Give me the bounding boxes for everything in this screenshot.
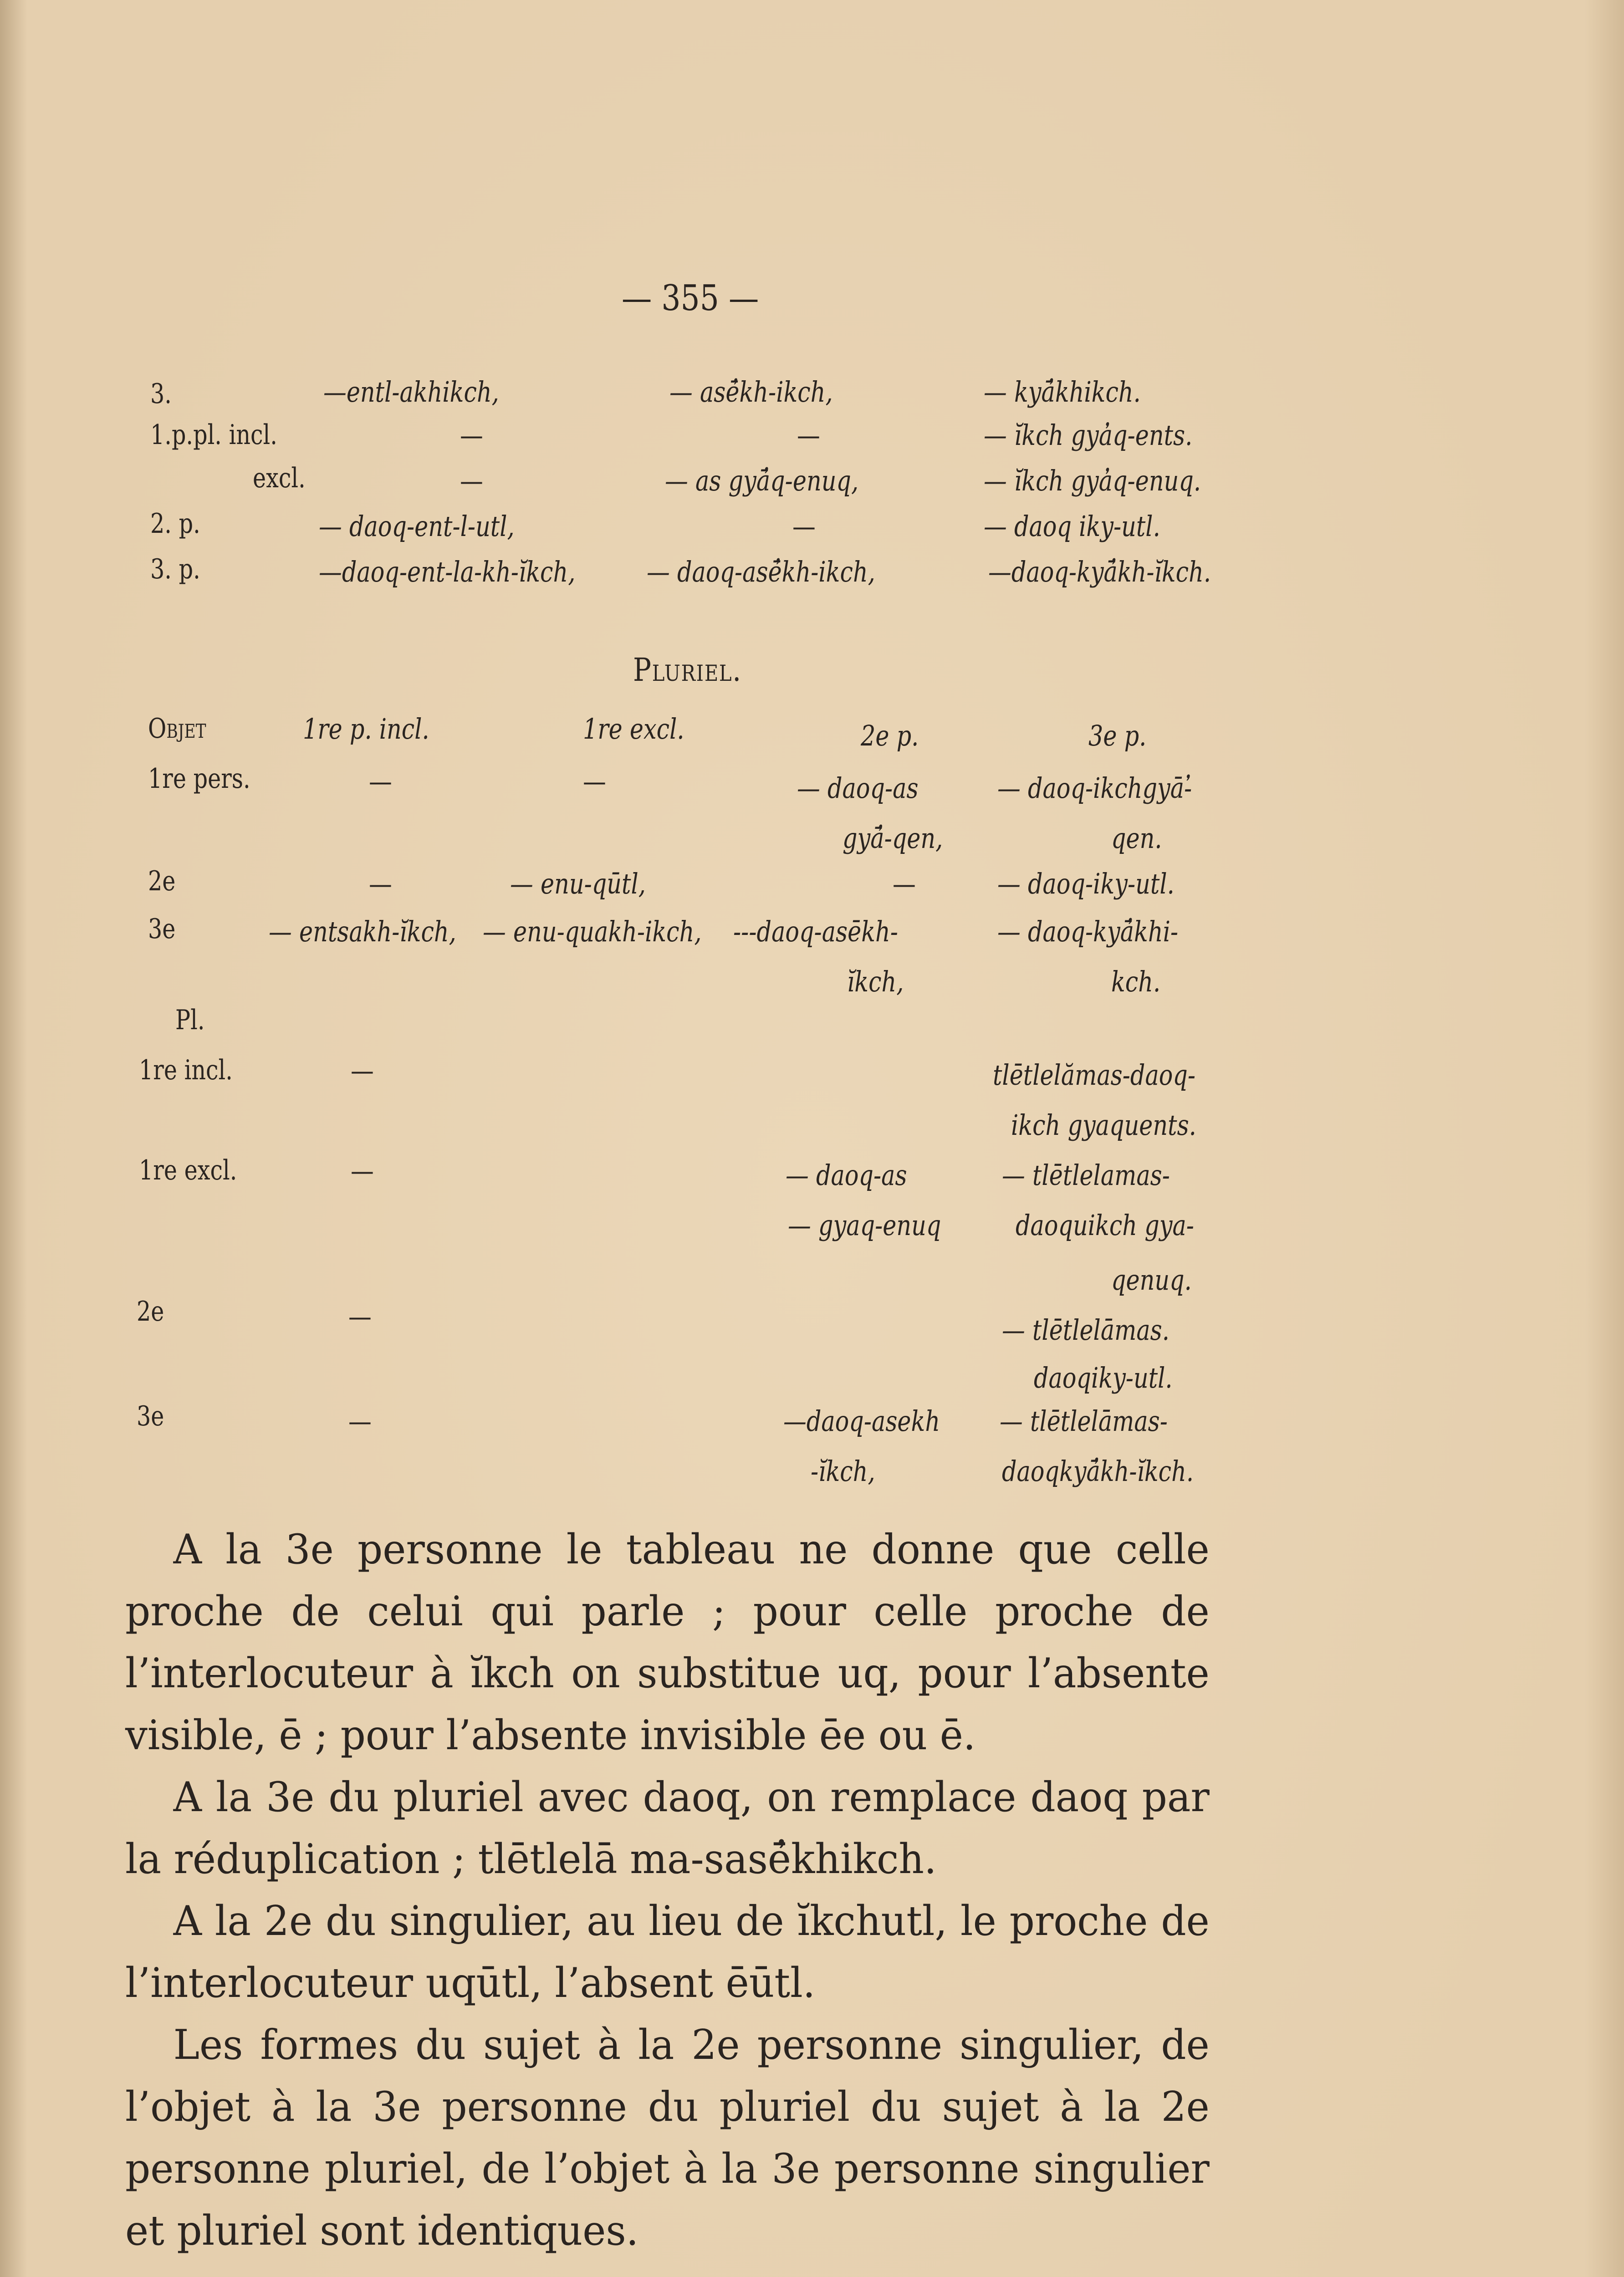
table-cell: — ĭkch gya̓q-enuq.: [984, 464, 1201, 497]
table-cell: -ĭkch,: [811, 1455, 875, 1488]
table-cell: daoqiky-utl.: [1034, 1361, 1173, 1394]
table-cell: — daoq iky-utl.: [984, 510, 1160, 543]
table-cell: —: [893, 867, 916, 900]
page-number: — 355 —: [622, 278, 759, 319]
table-cell: — kyā̓khikch.: [984, 375, 1141, 408]
section-heading: Pluriel.: [633, 651, 742, 689]
table-cell: — daoq-as: [786, 1159, 907, 1192]
paragraph: A la 3e du pluriel avec daoq, on remplace daoq par la réduplication ; tlētlelā ma-sasē̓khikch.: [125, 1773, 1210, 1883]
table-cell: — as gyā̓q-enuq,: [665, 464, 859, 497]
row-label: 1re incl.: [139, 1054, 233, 1086]
paragraph: Les formes du sujet à la 2e personne singulier, de l’objet à la 3e personne du pluriel du sujet à la 2e personne pluriel, de l’objet à la 3e personne singulier et pluriel sont identiques.: [125, 2021, 1210, 2255]
row-label: excl.: [253, 462, 306, 494]
table-cell: —: [460, 419, 483, 452]
table-cell: — gyaq-enuq: [788, 1209, 941, 1242]
column-header: 2e p.: [861, 719, 919, 752]
row-label: 2e: [137, 1296, 164, 1327]
table-cell: — tlētlelāmas.: [1002, 1313, 1169, 1347]
table-cell: — daoq-asē̓kh-ikch,: [647, 555, 875, 588]
row-label: 1.p.pl. incl.: [150, 419, 277, 451]
table-cell: —: [583, 765, 606, 798]
row-label: 1re excl.: [139, 1154, 237, 1186]
table-cell: — daoq-as: [797, 771, 919, 805]
table-cell: — daoq-iky-utl.: [997, 867, 1175, 900]
table-cell: — daoq-ent-l-utl,: [319, 510, 515, 543]
table-cell: — daoq-ikchgyā-̓: [997, 771, 1192, 805]
table-cell: gyā̓-qen,: [843, 822, 943, 855]
table-cell: qenuq.: [1111, 1263, 1192, 1297]
table-cell: — enu-quakh-ikch,: [483, 915, 702, 948]
table-cell: —: [460, 464, 483, 497]
row-label: 2e: [148, 865, 176, 897]
row-label: 2. p.: [150, 508, 200, 540]
table-cell: ikch gyaquents.: [1011, 1108, 1196, 1142]
table-cell: —daoq-kyā̓kh-ĭkch.: [988, 555, 1211, 588]
table-cell: tlētlelămas-daoq-: [993, 1058, 1196, 1092]
column-header: 1re excl.: [583, 712, 684, 745]
table-cell: ĭkch,: [847, 965, 904, 998]
column-header: 3e p.: [1088, 719, 1147, 752]
column-header: 1re p. incl.: [303, 712, 429, 745]
table-cell: —: [792, 510, 816, 543]
table-cell: —: [797, 419, 820, 452]
table-cell: —entl-akhikch,: [323, 375, 499, 408]
table-cell: —: [351, 1154, 374, 1187]
table-cell: — tlētlelāmas-: [1000, 1404, 1168, 1438]
table-cell: kch.: [1111, 965, 1161, 998]
row-label: 3e: [137, 1400, 164, 1432]
table-cell: daoqkyā̓kh-ĭkch.: [1002, 1455, 1194, 1488]
table-cell: — daoq-kyā̓khi-: [997, 915, 1179, 948]
table-cell: — asē̓kh-ikch,: [669, 375, 833, 408]
table-cell: —: [369, 765, 392, 798]
row-label: 3.: [150, 378, 172, 410]
table-cell: —: [369, 867, 392, 900]
table-cell: qen.: [1111, 822, 1162, 855]
table-cell: —: [348, 1404, 372, 1438]
table-cell: — enu-qūtl,: [510, 867, 646, 900]
table-cell: —: [348, 1300, 372, 1333]
body-text: [125, 1519, 1210, 2262]
table-cell: daoquikch gya-: [1016, 1209, 1194, 1242]
table-cell: —daoq-ent-la-kh-ĭkch,: [319, 555, 576, 588]
table-cell: — tlētlelamas-: [1002, 1159, 1170, 1192]
table-cell: —daoq-asekh: [783, 1404, 940, 1438]
table-cell: — ĭkch gya̓q-ents.: [984, 419, 1193, 452]
row-label: 1re pers.: [148, 763, 250, 795]
row-group-label: Pl.: [175, 1004, 205, 1036]
column-header-objet: Objet: [148, 713, 206, 745]
table-cell: ---daoq-asēkh-: [733, 915, 898, 948]
row-label: 3. p.: [150, 553, 200, 585]
paragraph: A la 2e du singulier, au lieu de ĭkchutl, le proche de l’interlocuteur uqūtl, l’absent ēūtl.: [125, 1897, 1210, 2007]
table-cell: — entsakh-ĭkch,: [269, 915, 456, 948]
table-cell: —: [351, 1054, 374, 1087]
paragraph: A la 3e personne le tableau ne donne que celle proche de celui qui parle ; pour celle proche de l’interlocuteur à ĭkch on substitue uq, pour l’absente visible, ē ; pour l’absente invisible ēe ou ē.: [125, 1526, 1210, 1759]
row-label: 3e: [148, 913, 176, 945]
